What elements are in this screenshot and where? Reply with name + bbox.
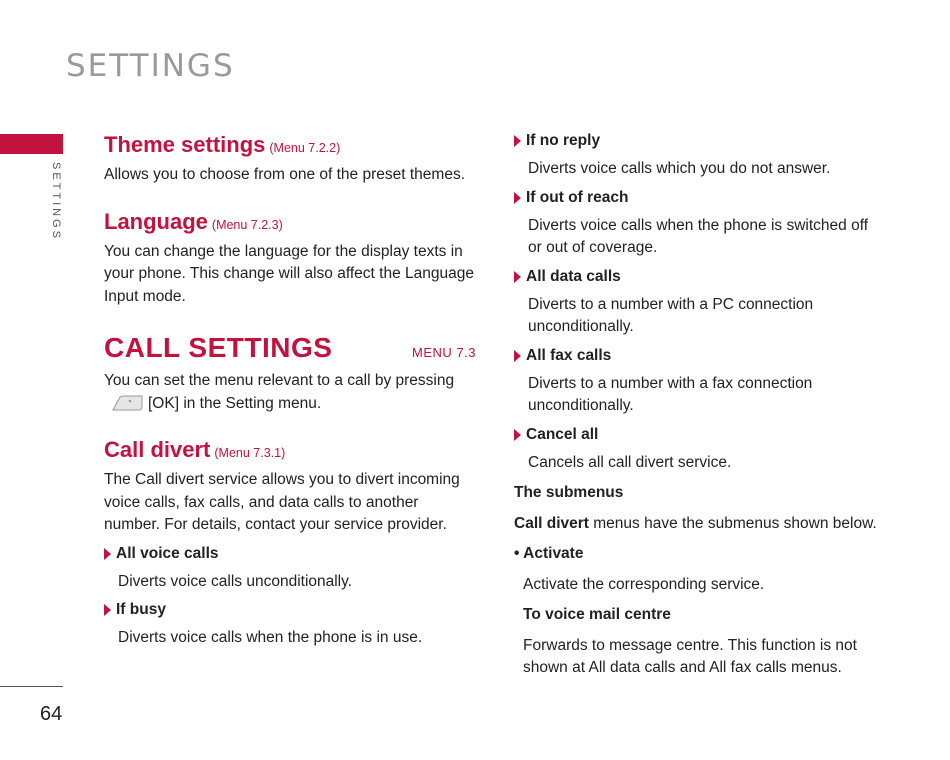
activate-desc: Activate the corresponding service. (523, 575, 765, 593)
call-divert-list (104, 545, 476, 650)
page-number: 64 (40, 703, 63, 725)
theme-settings-heading: Theme settings (Menu 7.2.2) (104, 132, 341, 157)
list-item-label: All voice calls (104, 545, 476, 563)
list-item-desc: Cancels all call divert service. (528, 453, 732, 471)
list-item-label: If out of reach (514, 189, 884, 207)
list-item-label: If busy (104, 601, 476, 619)
left-column (104, 132, 476, 650)
activate-label: • Activate (514, 545, 584, 562)
submenus-intro: Call divert menus have the submenus shown below. (514, 514, 877, 532)
triangle-bullet-icon (514, 271, 521, 283)
language-text: You can change the language for the display texts in your phone. This change will also affect the Language Input mode. (104, 242, 474, 305)
menu-reference: (Menu 7.3.1) (214, 446, 286, 460)
voicemail-label: To voice mail centre (523, 606, 671, 623)
list-item-label: Cancel all (514, 426, 884, 444)
list-item-label: All data calls (514, 268, 884, 286)
theme-settings-text: Allows you to choose from one of the preset themes. (104, 166, 465, 183)
footer-rule (0, 686, 63, 687)
call-settings-heading: CALL SETTINGS MENU 7.3 (104, 332, 476, 363)
triangle-bullet-icon (514, 429, 521, 441)
list-item-desc: Diverts voice calls unconditionally. (118, 572, 353, 590)
list-item-desc: Diverts to a number with a fax connection unconditionally. (528, 374, 813, 414)
list-item-label: All fax calls (514, 347, 884, 365)
triangle-bullet-icon (514, 350, 521, 362)
call-divert-heading: Call divert (Menu 7.3.1) (104, 437, 286, 462)
ok-key-icon (110, 395, 144, 411)
menu-reference: (Menu 7.2.2) (269, 141, 341, 155)
triangle-bullet-icon (514, 135, 521, 147)
language-heading: Language (Menu 7.2.3) (104, 208, 283, 234)
side-section-tab: SETTINGS (50, 162, 62, 242)
list-item-desc: Diverts to a number with a PC connection unconditionally. (528, 295, 814, 335)
menu-reference: (Menu 7.2.3) (211, 217, 283, 232)
triangle-bullet-icon (104, 604, 111, 616)
right-column (514, 132, 884, 680)
list-item-desc: Diverts voice calls when the phone is in use. (118, 629, 423, 646)
page-header-title: SETTINGS (66, 48, 235, 84)
triangle-bullet-icon (514, 192, 521, 204)
call-settings-text: You can set the menu relevant to a call by pressing [OK] in the Setting menu. (104, 372, 455, 412)
submenus-heading: The submenus (514, 484, 624, 501)
list-item-desc: Diverts voice calls which you do not answer. (528, 160, 831, 177)
list-item-desc: Diverts voice calls when the phone is switched off or out of coverage. (528, 216, 869, 256)
menu-reference: MENU 7.3 (412, 345, 476, 360)
call-divert-text: The Call divert service allows you to divert incoming voice calls, fax calls, and data calls to another number. For details, contact your service provider. (104, 471, 460, 533)
section-accent-bar (0, 134, 63, 154)
voicemail-desc: Forwards to message centre. This function is not shown at All data calls and All fax calls menus. (523, 636, 857, 676)
triangle-bullet-icon (104, 548, 111, 560)
list-item-label: If no reply (514, 132, 884, 150)
